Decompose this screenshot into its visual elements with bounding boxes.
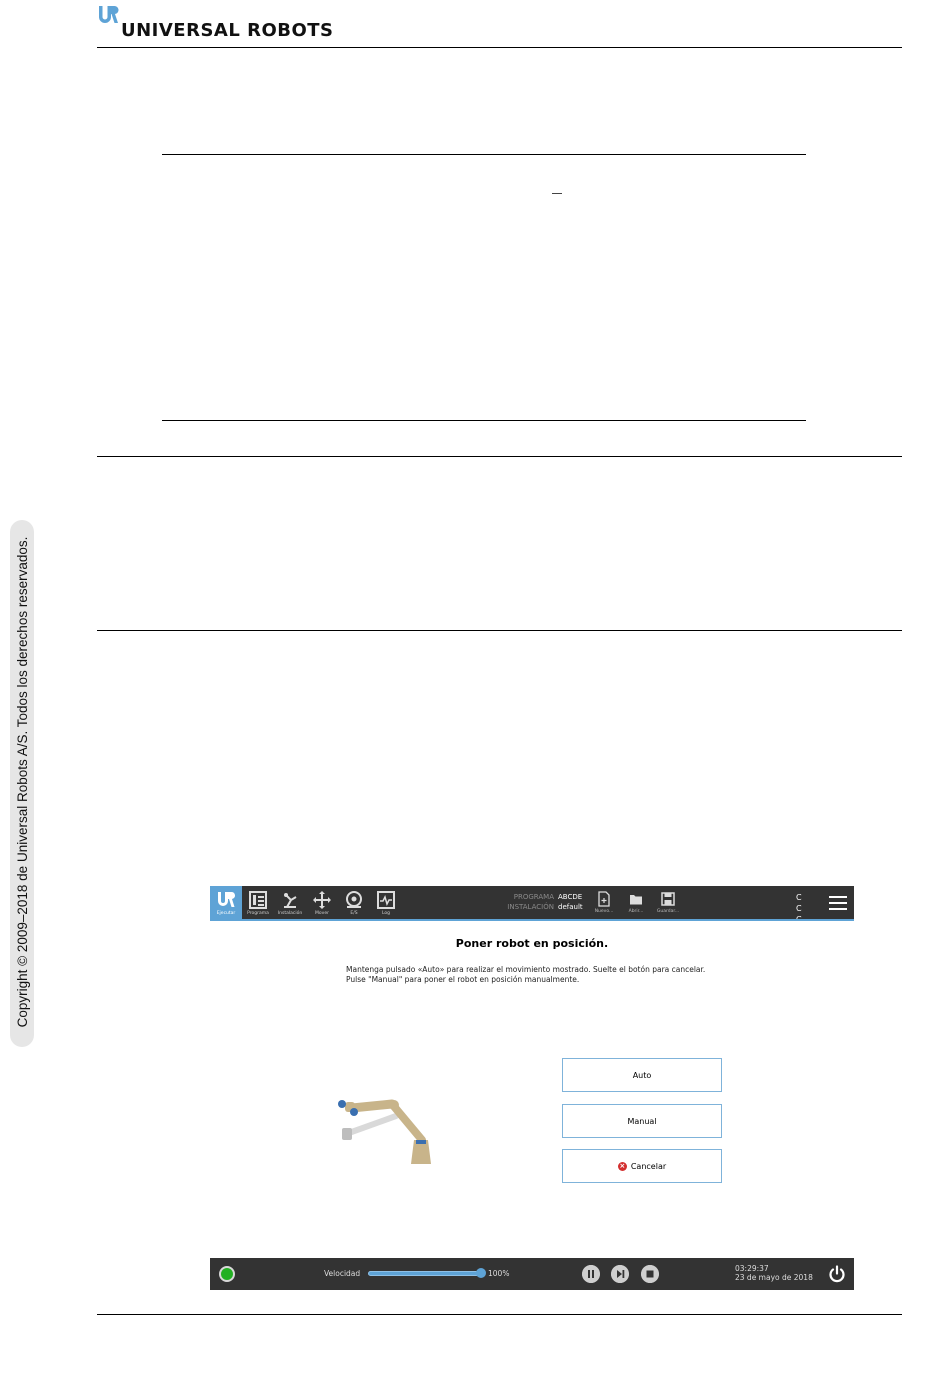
file-label: Guardar... <box>656 909 680 914</box>
nav-mover[interactable] <box>306 886 338 919</box>
nav-label: E/S <box>350 911 358 916</box>
nav-label: Ejecutar <box>216 911 236 916</box>
io-icon <box>344 890 364 910</box>
installation-key: INSTALACIÓN <box>507 903 554 911</box>
manual-button[interactable] <box>562 1104 722 1138</box>
nav-label: Instalación <box>277 911 303 916</box>
dialog-instructions <box>346 965 705 985</box>
nav-programa[interactable] <box>242 886 274 919</box>
robot-status-icon[interactable] <box>219 1266 235 1282</box>
divider <box>97 47 902 48</box>
file-label: Nuevo... <box>594 909 614 914</box>
new-file-icon <box>597 891 611 907</box>
dash-mark <box>552 193 562 194</box>
save-icon <box>661 891 675 907</box>
manual-label: Manual <box>627 1116 657 1126</box>
nav-es[interactable] <box>338 886 370 919</box>
auto-label: Auto <box>632 1070 652 1080</box>
installation-value: default <box>558 903 583 911</box>
instruction-line: Mantenga pulsado «Auto» para realizar el movimiento mostrado. Suelte el botón para cancelar. <box>346 965 706 974</box>
save-button[interactable] <box>653 886 683 919</box>
top-bar <box>210 886 854 935</box>
robot-arm-illustration <box>332 1096 442 1171</box>
bottom-bar <box>210 1258 854 1290</box>
polyscope-screenshot <box>210 886 854 1290</box>
nav-label: Log <box>381 911 391 916</box>
auto-button[interactable] <box>562 1058 722 1092</box>
power-icon[interactable] <box>828 1265 846 1283</box>
date: 23 de mayo de 2018 <box>735 1273 813 1282</box>
divider <box>162 420 806 421</box>
clock <box>735 1264 813 1282</box>
open-button[interactable] <box>621 886 651 919</box>
brand-name: UNIVERSAL ROBOTS <box>121 20 334 41</box>
speed-value: 100% <box>488 1269 510 1278</box>
installation-icon <box>280 890 300 910</box>
cc-indicator <box>796 892 816 936</box>
move-icon <box>312 890 332 910</box>
dialog-title: Poner robot en posición. <box>455 937 609 950</box>
speed-slider[interactable] <box>368 1271 483 1276</box>
top-bar-accent <box>210 919 854 921</box>
ur-logo-icon <box>97 4 119 26</box>
copyright-text: Copyright © 2009–2018 de Universal Robots A/S. Todos los derechos reservados. <box>14 536 30 1028</box>
hamburger-menu-icon[interactable] <box>829 895 847 911</box>
stop-icon[interactable] <box>641 1265 659 1283</box>
speed-label: Velocidad <box>324 1269 361 1278</box>
instruction-line: Pulse "Manual" para poner el robot en posición manualmente. <box>346 975 580 984</box>
step-icon[interactable] <box>611 1265 629 1283</box>
cc-line: C C <box>796 893 806 913</box>
pause-icon[interactable] <box>582 1265 600 1283</box>
nav-ejecutar[interactable] <box>210 886 242 919</box>
nav-instalacion[interactable] <box>274 886 306 919</box>
divider <box>97 456 902 457</box>
speed-slider-handle[interactable] <box>476 1268 486 1278</box>
program-icon <box>248 890 268 910</box>
divider <box>97 1314 902 1315</box>
ur-logo-icon <box>216 890 236 910</box>
nav-label: Mover <box>315 911 329 916</box>
program-value: ABCDE <box>558 893 583 901</box>
nav-label: Programa <box>247 911 269 916</box>
divider <box>162 154 806 155</box>
cc-line: C <box>796 926 806 935</box>
time: 03:29:37 <box>735 1264 769 1273</box>
divider <box>97 630 902 631</box>
cancel-button[interactable] <box>562 1149 722 1183</box>
log-icon <box>376 890 396 910</box>
cancel-icon: × <box>619 1161 626 1170</box>
cancel-label: Cancelar <box>630 1161 667 1171</box>
open-folder-icon <box>629 891 643 907</box>
program-key: PROGRAMA <box>513 893 554 901</box>
file-label: Abrir... <box>628 909 644 914</box>
new-button[interactable] <box>589 886 619 919</box>
nav-log[interactable] <box>370 886 402 919</box>
